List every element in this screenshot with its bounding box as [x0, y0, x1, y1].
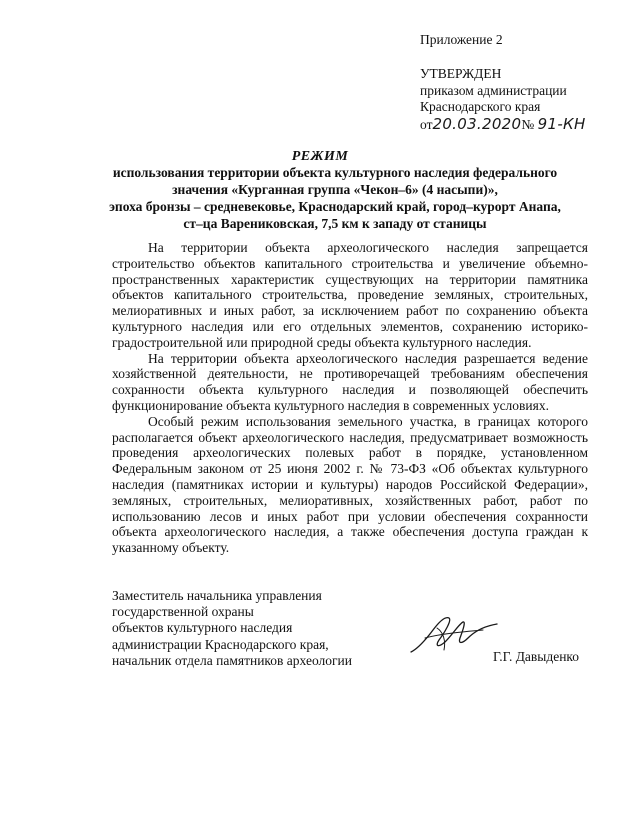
order-date-line	[420, 116, 586, 134]
handwritten-number: 91-КН	[537, 114, 586, 133]
position-line: государственной охраны	[112, 604, 254, 620]
appendix-label: Приложение 2	[420, 32, 503, 47]
document-title: РЕЖИМ	[291, 149, 349, 164]
paragraph-permissions: На территории объекта археологического наследия разрешается ведение хозяйственной деятельности, не противоречащей требованиям обеспечения сохранности объекта культурного наследия и позволяющей обеспечить функционирование объекта культурного наследия в современных условиях.	[112, 350, 588, 413]
date-prefix: от	[420, 116, 433, 132]
handwritten-signature	[405, 608, 500, 660]
paragraph-prohibitions: На территории объекта археологического наследия запрещается строительство объектов капитального строительства и увеличение объемно-пространственных характеристик существующих на территории памятника объектов капитального строительства, проведение земляных, строительных, мелиоративных и иных работ, за исключением работ по сохранению объекта культурного наследия или его отдельных элементов, сохранению историко-градостроительной или природной среды объекта культурного наследия.	[112, 240, 588, 350]
approval-block	[420, 66, 586, 133]
position-line: начальник отдела памятников археологии	[112, 652, 352, 668]
signatory-position	[112, 588, 352, 669]
position-line: объектов культурного наследия	[112, 620, 293, 636]
signer-name: Г.Г. Давыденко	[493, 649, 580, 664]
position-line: Заместитель начальника управления	[112, 588, 322, 603]
document-body	[112, 240, 588, 556]
position-line: администрации Краснодарского края,	[112, 636, 329, 652]
paragraph-special-regime: Особый режим использования земельного участка, в границах которого располагается объект археологического наследия, предусматривает возможность проведения археологических полевых работ в порядке, установленном Федеральным законом от 25 июня 2002 г. № 73-ФЗ «Об объектах культурного наследия (памятниках истории и культуры) народов Российской Федерации», земляных, строительных, мелиоративных, хозяйственных работ, работ по использованию лесов и иных работ при условии обеспечения сохранности объекта археологического наследия, а также обеспечения доступа граждан к указанному объекту.	[112, 413, 588, 556]
subtitle-line: эпоха бронзы – средневековье, Краснодарский край, город–курорт Анапа,	[109, 199, 561, 214]
number-prefix: №	[521, 116, 535, 132]
order-line-2: Краснодарского края	[420, 99, 541, 114]
document-subtitle	[100, 164, 570, 232]
handwritten-date: 20.03.2020	[432, 114, 522, 133]
approved-label: УТВЕРЖДЕН	[420, 66, 502, 81]
order-line-1: приказом администрации	[420, 82, 567, 98]
subtitle-line: ст–ца Варениковская, 7,5 км к западу от станицы	[183, 216, 487, 231]
subtitle-line: использования территории объекта культурного наследия федерального	[112, 165, 558, 180]
subtitle-line: значения «Курганная группа «Чекон–6» (4 насыпи)»,	[172, 182, 498, 197]
